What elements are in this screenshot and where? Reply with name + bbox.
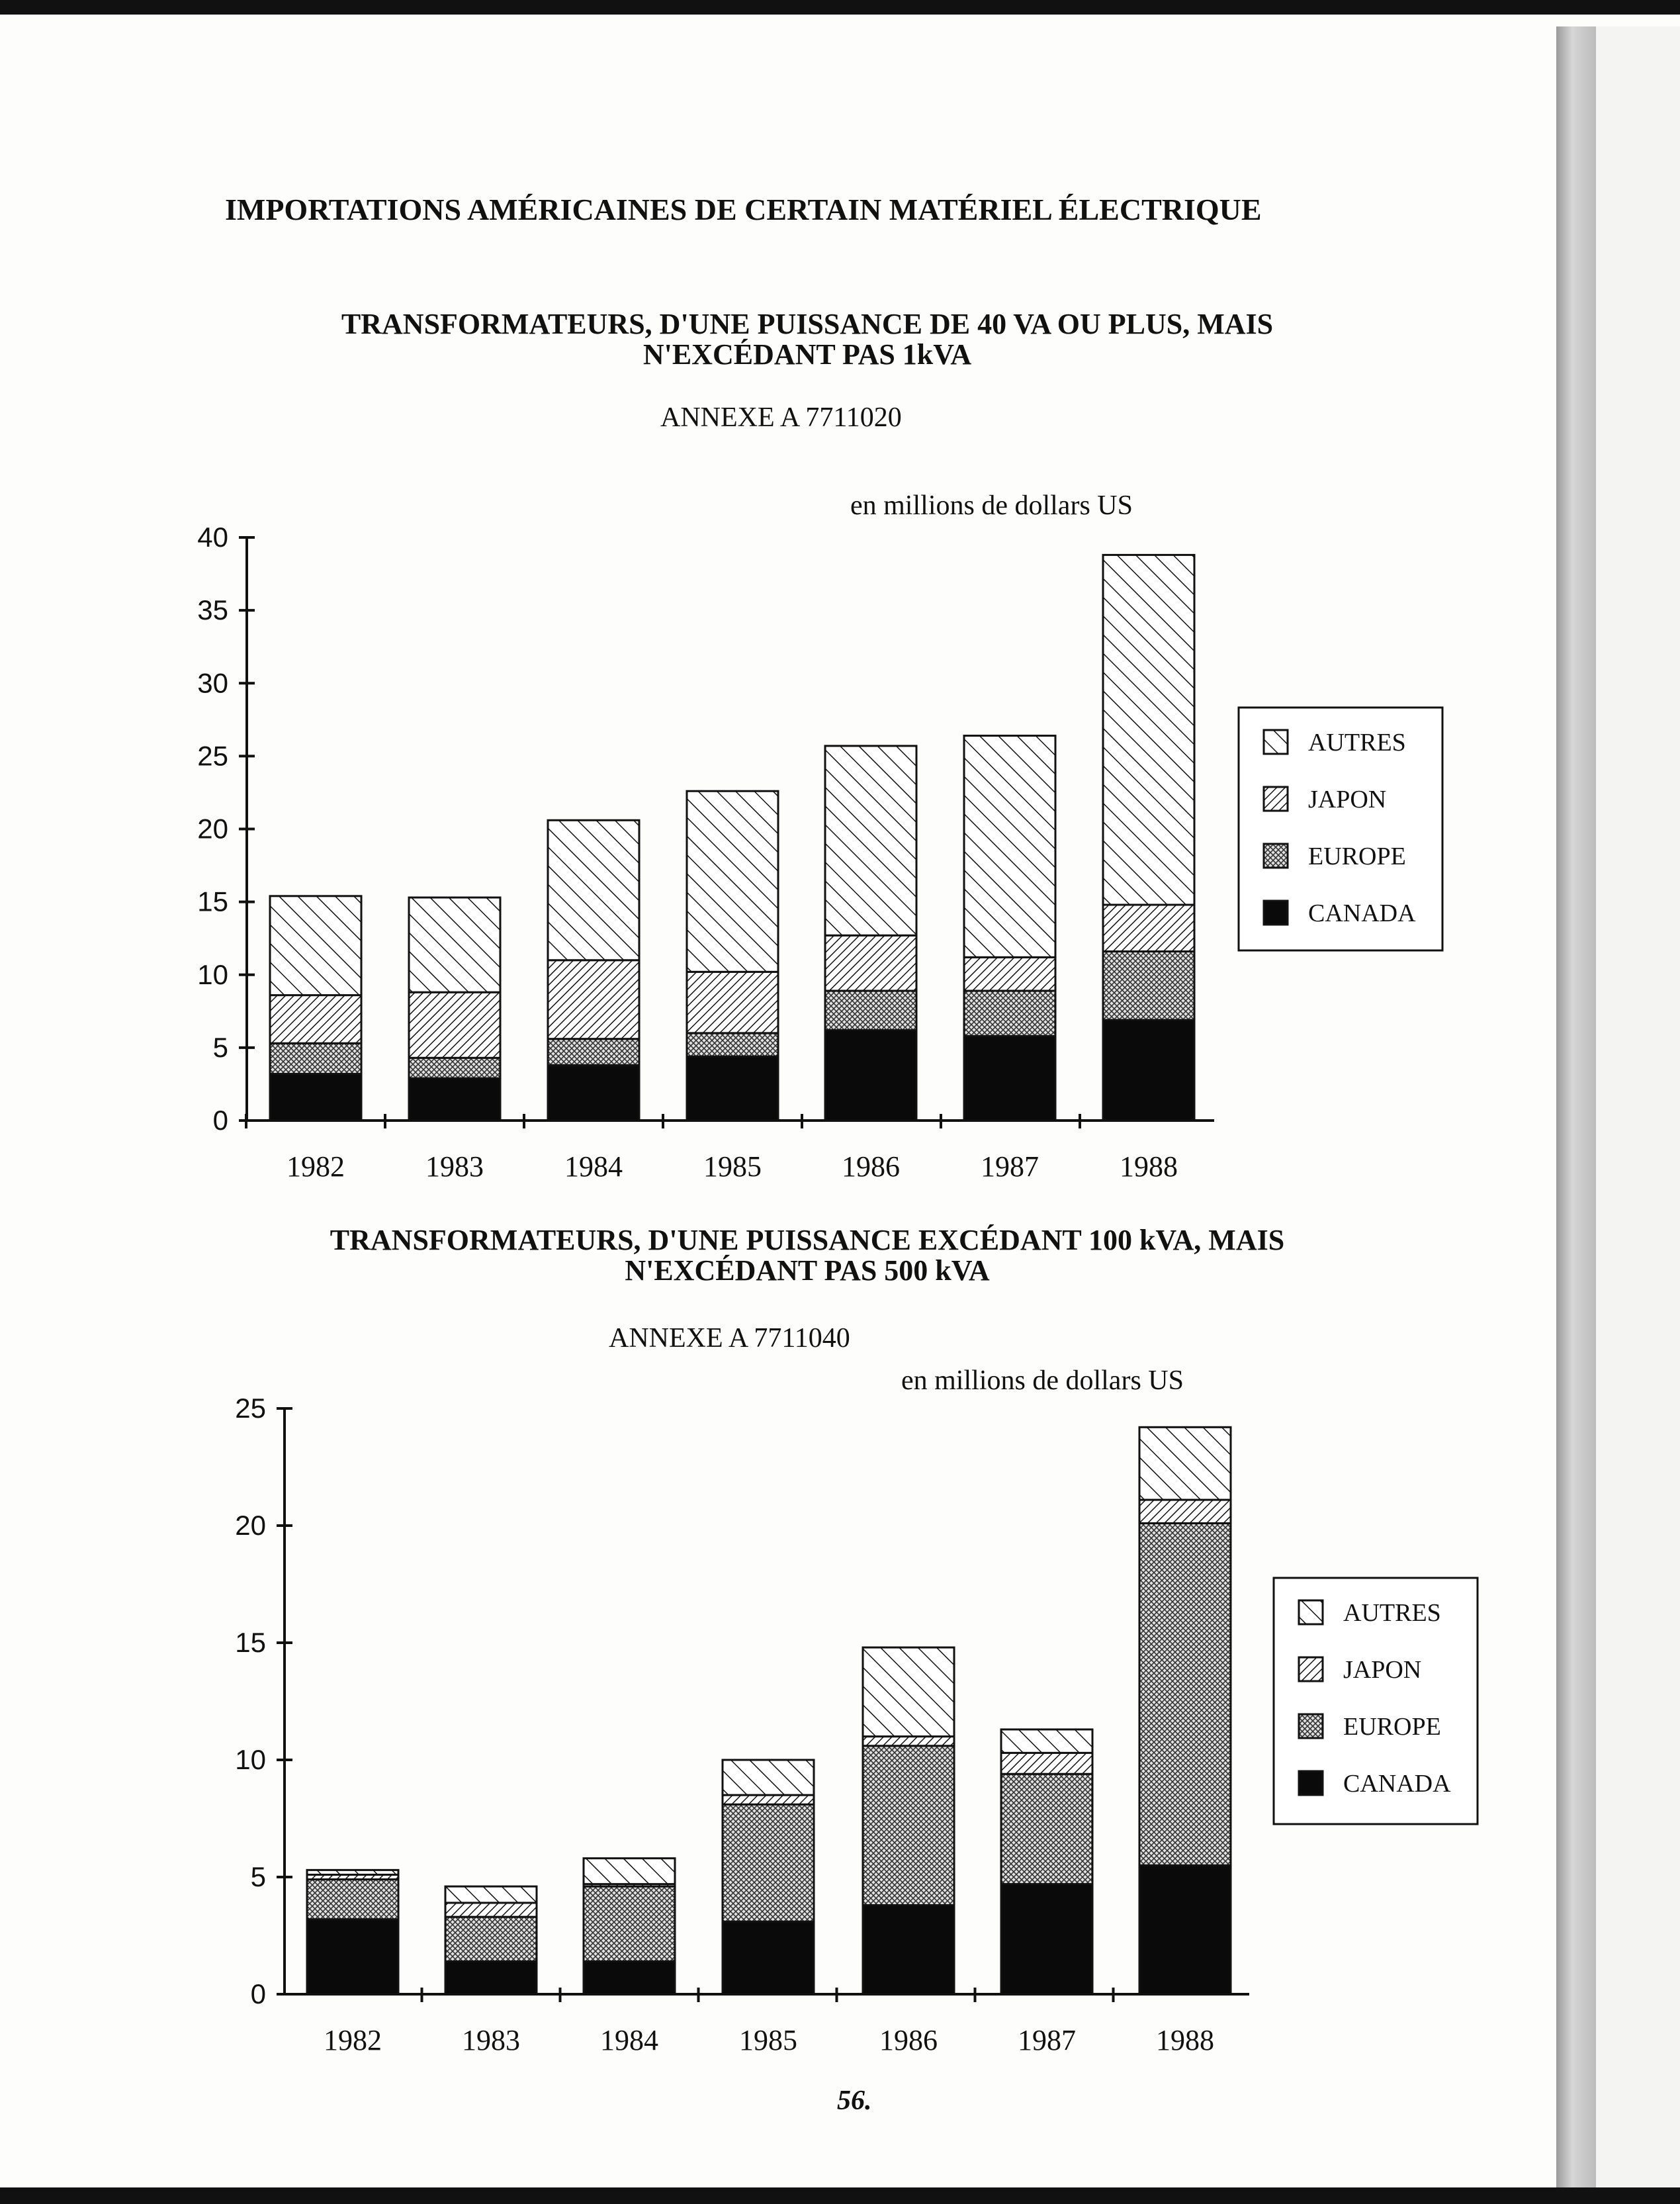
x-tick-label: 1982 [287, 1150, 345, 1183]
bar-segment-japon-1985 [723, 1795, 814, 1804]
x-tick-label: 1988 [1156, 2024, 1214, 2056]
bar-segment-autres-1984 [548, 820, 639, 960]
bar-segment-canada-1987 [1001, 1884, 1092, 1994]
y-tick-label: 25 [197, 740, 228, 772]
x-tick-label: 1982 [324, 2024, 382, 2056]
x-tick-label: 1988 [1120, 1150, 1178, 1183]
y-tick-label: 5 [250, 1861, 266, 1892]
bar-segment-japon-1986 [863, 1737, 954, 1746]
bar-segment-canada-1985 [723, 1921, 814, 1994]
chart2-annex: ANNEXE A 7711040 [609, 1323, 850, 1354]
bar-segment-autres-1982 [270, 896, 361, 995]
main-title: IMPORTATIONS AMÉRICAINES DE CERTAIN MATÉRIEL ÉLECTRIQUE [225, 193, 1262, 226]
bar-segment-japon-1984 [548, 960, 639, 1039]
bar-segment-europe-1982 [270, 1043, 361, 1074]
chart-2-imports-100kva-500kva [235, 1393, 1478, 2056]
chart2-title-line1: TRANSFORMATEURS, D'UNE PUISSANCE EXCÉDANT 100 kVA, MAIS [330, 1224, 1285, 1256]
bar-segment-autres-1982 [307, 1870, 398, 1874]
y-tick-label: 20 [197, 813, 228, 845]
bar-segment-canada-1986 [863, 1905, 954, 1994]
legend-swatch-autres [1299, 1600, 1323, 1624]
x-tick-label: 1985 [703, 1150, 762, 1183]
bar-segment-autres-1984 [584, 1859, 675, 1884]
y-tick-label: 15 [197, 886, 228, 917]
bar-segment-europe-1986 [825, 991, 916, 1030]
bar-segment-autres-1988 [1103, 555, 1194, 905]
x-tick-label: 1987 [981, 1150, 1039, 1183]
y-tick-label: 20 [235, 1510, 266, 1541]
x-tick-label: 1984 [600, 2024, 658, 2056]
bar-segment-europe-1988 [1139, 1523, 1231, 1865]
bar-segment-canada-1988 [1139, 1865, 1231, 1994]
legend-label-japon: JAPON [1343, 1656, 1422, 1684]
x-tick-label: 1985 [739, 2024, 797, 2056]
bar-segment-japon-1983 [445, 1903, 537, 1917]
legend-swatch-canada [1264, 901, 1288, 925]
legend-label-autres: AUTRES [1308, 729, 1406, 757]
legend-label-japon: JAPON [1308, 786, 1387, 813]
y-tick-label: 0 [250, 1978, 266, 2009]
bar-segment-canada-1982 [307, 1919, 398, 1994]
bar-segment-canada-1982 [270, 1074, 361, 1121]
bar-segment-japon-1986 [825, 935, 916, 991]
x-tick-label: 1983 [425, 1150, 484, 1183]
bar-segment-canada-1983 [445, 1961, 537, 1994]
y-tick-label: 5 [212, 1031, 228, 1063]
bar-segment-europe-1984 [548, 1039, 639, 1066]
legend-swatch-europe [1299, 1714, 1323, 1738]
y-tick-label: 15 [235, 1627, 266, 1658]
legend-swatch-canada [1299, 1771, 1323, 1795]
x-tick-label: 1986 [842, 1150, 900, 1183]
chart1-units: en millions de dollars US [850, 490, 1133, 521]
bar-segment-japon-1987 [964, 957, 1055, 991]
x-tick-label: 1987 [1018, 2024, 1076, 2056]
bar-segment-japon-1988 [1139, 1500, 1231, 1523]
bar-segment-europe-1983 [445, 1917, 537, 1961]
bar-segment-canada-1986 [825, 1030, 916, 1121]
bar-segment-japon-1988 [1103, 905, 1194, 951]
bar-segment-canada-1988 [1103, 1020, 1194, 1121]
bar-segment-autres-1986 [863, 1647, 954, 1737]
chart1-title-line2: N'EXCÉDANT PAS 1kVA [642, 338, 972, 371]
legend-swatch-japon [1264, 787, 1288, 811]
bar-segment-autres-1985 [723, 1760, 814, 1795]
y-tick-label: 25 [235, 1393, 266, 1424]
legend-label-canada: CANADA [1343, 1770, 1451, 1798]
legend-swatch-autres [1264, 730, 1288, 754]
x-tick-label: 1986 [879, 2024, 938, 2056]
legend-label-canada: CANADA [1308, 899, 1416, 927]
bar-segment-autres-1986 [825, 746, 916, 935]
chart-1-imports-40va-1kva [197, 522, 1442, 1183]
legend-swatch-japon [1299, 1657, 1323, 1681]
bar-segment-europe-1983 [409, 1058, 500, 1078]
y-tick-label: 30 [197, 667, 228, 699]
bar-segment-autres-1987 [964, 736, 1055, 958]
page-number: 56. [837, 2086, 872, 2116]
chart1-annex: ANNEXE A 7711020 [660, 402, 902, 433]
y-tick-label: 40 [197, 522, 228, 553]
bar-segment-europe-1984 [584, 1886, 675, 1961]
bar-segment-europe-1988 [1103, 952, 1194, 1021]
bar-segment-canada-1987 [964, 1036, 1055, 1121]
bar-segment-europe-1986 [863, 1746, 954, 1906]
chart2-units: en millions de dollars US [901, 1365, 1184, 1396]
bar-segment-canada-1984 [548, 1065, 639, 1121]
bar-segment-europe-1985 [687, 1033, 778, 1056]
bar-segment-autres-1983 [409, 897, 500, 992]
bar-segment-canada-1984 [584, 1961, 675, 1994]
bar-segment-canada-1985 [687, 1056, 778, 1121]
bar-segment-japon-1982 [270, 995, 361, 1044]
legend-label-autres: AUTRES [1343, 1599, 1441, 1627]
chart2-title-line2: N'EXCÉDANT PAS 500 kVA [625, 1254, 990, 1287]
x-tick-label: 1983 [462, 2024, 520, 2056]
bar-segment-autres-1988 [1139, 1427, 1231, 1500]
bar-segment-autres-1987 [1001, 1729, 1092, 1753]
bar-segment-japon-1983 [409, 992, 500, 1058]
bar-segment-europe-1987 [1001, 1774, 1092, 1884]
bar-segment-autres-1985 [687, 791, 778, 972]
y-tick-label: 0 [212, 1105, 228, 1136]
legend-label-europe: EUROPE [1308, 843, 1406, 870]
bar-segment-europe-1985 [723, 1804, 814, 1921]
legend-swatch-europe [1264, 844, 1288, 868]
bar-segment-europe-1987 [964, 991, 1055, 1036]
y-tick-label: 35 [197, 594, 228, 626]
bar-segment-europe-1982 [307, 1880, 398, 1919]
chart1-title-line1: TRANSFORMATEURS, D'UNE PUISSANCE DE 40 VA OU PLUS, MAIS [341, 308, 1274, 340]
x-tick-label: 1984 [564, 1150, 623, 1183]
bar-segment-canada-1983 [409, 1078, 500, 1121]
bar-segment-autres-1983 [445, 1886, 537, 1903]
bar-segment-japon-1985 [687, 972, 778, 1033]
legend-label-europe: EUROPE [1343, 1713, 1441, 1741]
y-tick-label: 10 [235, 1744, 266, 1775]
bar-segment-japon-1987 [1001, 1753, 1092, 1774]
y-tick-label: 10 [197, 958, 228, 990]
